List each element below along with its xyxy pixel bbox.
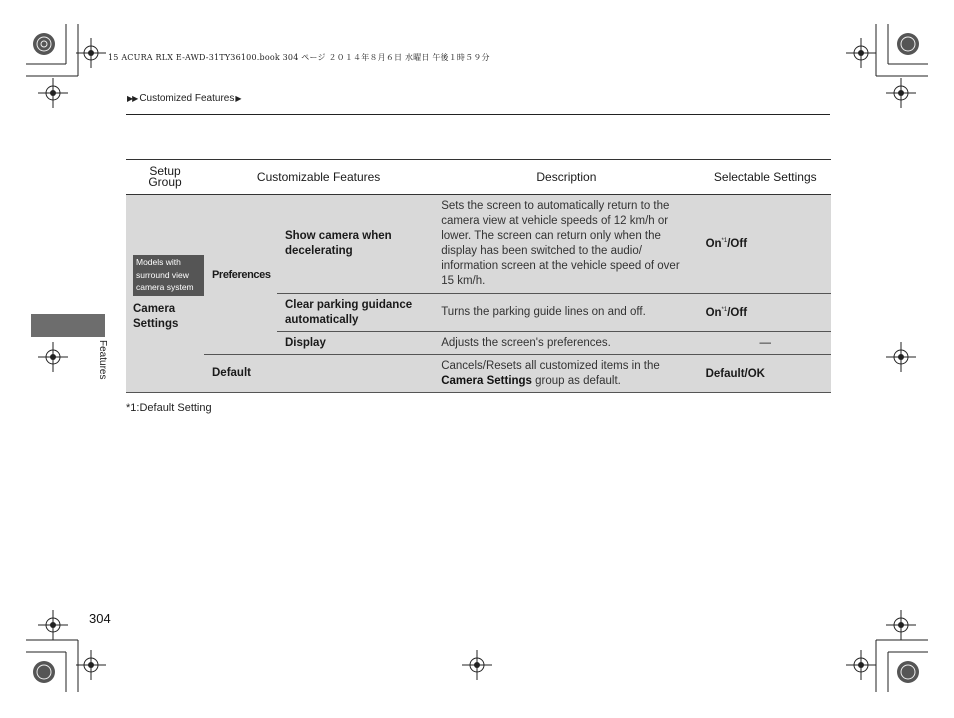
header-customizable-features: Customizable Features	[204, 160, 433, 195]
feature-description: Cancels/Resets all customized items in the Camera Settings group as default.	[433, 355, 699, 393]
breadcrumb[interactable]	[127, 93, 242, 104]
crosshair-mark	[846, 38, 876, 68]
crosshair-mark	[38, 342, 68, 372]
page-number: 304	[89, 611, 111, 626]
selectable-setting: —	[700, 332, 831, 355]
table-row	[126, 195, 831, 294]
crosshair-mark	[886, 610, 916, 640]
setup-group-label: Camera Settings	[133, 302, 179, 330]
feature-description: Sets the screen to automatically return to the camera view at vehicle speeds of 12 km/h or lower. The screen can return only when the display has been switched to the audio/ information screen at the vehicle speed of over 15 km/h.	[433, 195, 699, 294]
chapter-tab[interactable]	[31, 314, 105, 337]
crosshair-mark	[886, 78, 916, 108]
header-selectable-settings: Selectable Settings	[700, 160, 831, 195]
settings-table	[126, 159, 831, 393]
feature-name: Default	[204, 355, 433, 393]
print-header: 15 ACURA RLX E-AWD-31TY36100.book 304 ページ ２０１４年８月６日 水曜日 午後１時５９分	[108, 53, 490, 62]
crosshair-mark	[38, 78, 68, 108]
arrow-icon: ▶	[235, 94, 242, 103]
crosshair-mark	[76, 38, 106, 68]
feature-description: Adjusts the screen's preferences.	[433, 332, 699, 355]
feature-description: Turns the parking guide lines on and off.	[433, 294, 699, 332]
selectable-setting: On$^{*1}$/Off	[700, 195, 831, 294]
feature-name: Display	[277, 332, 433, 355]
crosshair-mark	[886, 342, 916, 372]
header-setup-group: Setup Group	[126, 160, 204, 195]
model-badge: Models with surround view camera system	[133, 255, 204, 296]
header-divider	[126, 114, 830, 115]
crosshair-mark	[462, 650, 492, 680]
double-arrow-icon: ▶▶	[127, 94, 138, 103]
crosshair-mark	[38, 610, 68, 640]
selectable-setting: On$^{*1}$/Off	[700, 294, 831, 332]
header-description: Description	[433, 160, 699, 195]
footnote: *1:Default Setting	[126, 402, 212, 414]
table-header-row	[126, 160, 831, 195]
feature-name: Clear parking guidance automatically	[277, 294, 433, 332]
crosshair-mark	[76, 650, 106, 680]
table-row	[126, 355, 831, 393]
chapter-label: Features	[97, 340, 108, 380]
feature-name: Show camera when decelerating	[277, 195, 433, 294]
crosshair-mark	[846, 650, 876, 680]
breadcrumb-label[interactable]: Customized Features	[139, 93, 235, 104]
setup-group-cell	[126, 195, 204, 393]
subgroup-label: Preferences	[204, 195, 277, 355]
selectable-setting: Default/OK	[700, 355, 831, 393]
